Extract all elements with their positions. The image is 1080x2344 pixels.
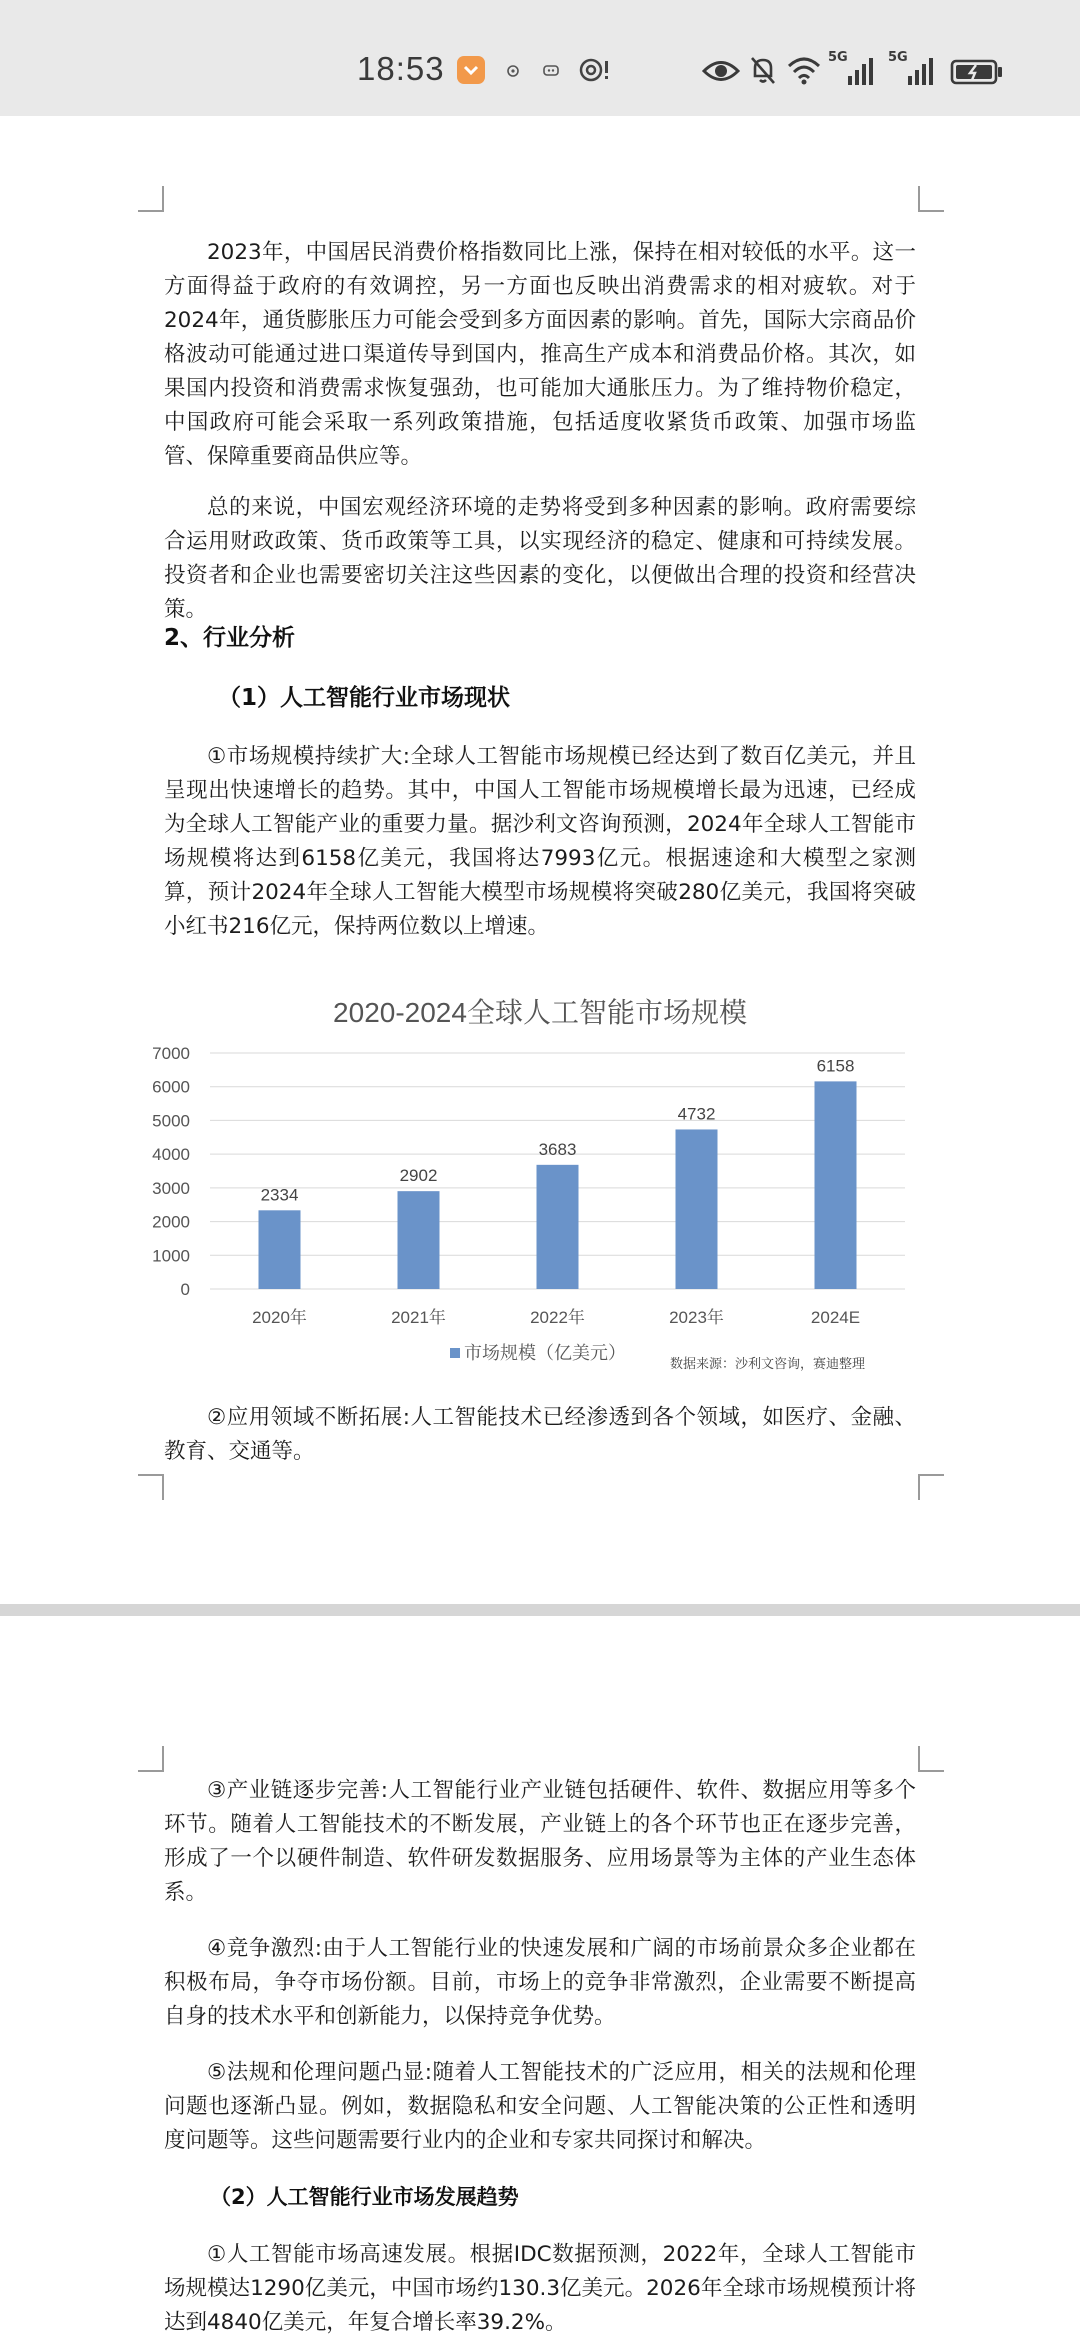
eye-icon xyxy=(702,58,740,84)
crop-mark-bottom-left xyxy=(138,1474,164,1500)
paragraph-competition: ④竞争激烈:由于人工智能行业的快速发展和广阔的市场前景众多企业都在积极布局，争夺市场份额。目前，市场上的竞争非常激烈，企业需要不断提高自身的技术水平和创新能力，以保持竞争优势。 xyxy=(164,1936,916,2029)
section-heading-industry: 2、行业分析 xyxy=(164,625,296,651)
document-page-2 xyxy=(0,1616,1080,2344)
x-tick-label: 2024E xyxy=(810,1308,861,1327)
signal-5g-icon xyxy=(826,50,882,88)
x-tick-label: 2020年 xyxy=(252,1308,307,1327)
paragraph-regulation: ⑤法规和伦理问题凸显:随着人工智能技术的广泛应用，相关的法规和伦理问题也逐渐凸显。例如，数据隐私和安全问题、人工智能决策的公正性和透明度问题等。这些问题需要行业内的企业和专家共同探讨和解决。 xyxy=(164,2060,916,2153)
signal-5g-icon-2 xyxy=(886,50,942,88)
paragraph-inflation: 2023年，中国居民消费价格指数同比上涨，保持在相对较低的水平。这一方面得益于政府的有效调控，另一方面也反映出消费需求的相对疲软。对于2024年，通货膨胀压力可能会受到多方面因素的影响。首先，国际大宗商品价格波动可能通过进口渠道传导到国内，推高生产成本和消费品价格。其次，如果国内投资和消费需求恢复强劲，也可能加大通胀压力。为了维持物价稳定，中国政府可能会采取一系列政策措施，包括适度收紧货币政策、加强市场监管、保障重要商品供应等。 xyxy=(164,240,916,469)
y-tick-label: 1000 xyxy=(152,1246,190,1266)
status-time: 18:53 xyxy=(357,50,445,87)
y-tick-label: 6000 xyxy=(152,1077,190,1097)
chart-bar xyxy=(537,1165,579,1289)
bar-value-label: 4732 xyxy=(677,1104,716,1124)
subsection-heading-trends: （2）人工智能行业市场发展趋势 xyxy=(210,2185,519,2209)
chart-bar xyxy=(815,1081,857,1289)
wifi-icon xyxy=(786,54,822,86)
chart-legend xyxy=(450,1339,626,1365)
paragraph-market-size: ①市场规模持续扩大:全球人工智能市场规模已经达到了数百亿美元，并且呈现出快速增长的趋势。其中，中国人工智能市场规模增长最为迅速，已经成为全球人工智能产业的重要力量。据沙利文咨询预测，2024年全球人工智能市场规模将达到6158亿美元，我国将达7993亿元。根据速途和大模型之家测算，预计2024年全球人工智能大模型市场规模将突破280亿美元，我国将突破小红书216亿元，保持两位数以上增速。 xyxy=(164,744,916,939)
x-tick-label: 2022年 xyxy=(530,1308,585,1327)
y-tick-label: 2000 xyxy=(152,1212,190,1232)
x-tick-label: 2023年 xyxy=(669,1308,724,1327)
small-app-icon xyxy=(505,63,521,77)
signal-5g-label-2: 5G xyxy=(888,50,908,65)
crop-mark-top-right xyxy=(918,186,944,212)
app-notification-icon xyxy=(457,56,485,84)
crop-mark-bottom-right xyxy=(918,1474,944,1500)
document-page-1 xyxy=(0,116,1080,1604)
y-tick-label: 5000 xyxy=(152,1111,190,1131)
legend-label: 市场规模（亿美元） xyxy=(464,1343,626,1363)
crop-mark-top-left-p2 xyxy=(138,1746,164,1772)
y-tick-label: 7000 xyxy=(152,1044,190,1063)
legend-swatch xyxy=(450,1348,460,1358)
market-size-chart xyxy=(150,971,930,1381)
subsection-heading-market-status: （1）人工智能行业市场现状 xyxy=(218,685,511,711)
crop-mark-top-left xyxy=(138,186,164,212)
paragraph-summary: 总的来说，中国宏观经济环境的走势将受到多种因素的影响。政府需要综合运用财政政策、货币政策等工具，以实现经济的稳定、健康和可持续发展。投资者和企业也需要密切关注这些因素的变化，以便做出合理的投资和经营决策。 xyxy=(164,495,916,622)
paragraph-market-trend: ①人工智能市场高速发展。根据IDC数据预测，2022年，全球人工智能市场规模达1290亿美元，中国市场约130.3亿美元。2026年全球市场规模预计将达到4840亿美元，年复合增长率39.2%。 xyxy=(164,2242,916,2335)
bar-value-label: 2334 xyxy=(260,1185,299,1205)
chart-bar xyxy=(398,1191,440,1289)
bar-value-label: 2902 xyxy=(399,1166,438,1186)
bar-value-label: 3683 xyxy=(538,1139,577,1159)
paragraph-industry-chain: ③产业链逐步完善:人工智能行业产业链包括硬件、软件、数据应用等多个环节。随着人工智能技术的不断发展，产业链上的各个环节也正在逐步完善，形成了一个以硬件制造、软件研发数据服务、应用场景等为主体的产业生态体系。 xyxy=(164,1778,916,1905)
chart-bar xyxy=(676,1129,718,1289)
chart-title: 2020-2024全球人工智能市场规模 xyxy=(333,997,747,1028)
gamepad-icon xyxy=(542,62,560,78)
battery-icon xyxy=(950,58,1006,86)
crop-mark-top-right-p2 xyxy=(918,1746,944,1772)
location-alert-icon xyxy=(578,56,610,86)
page-separator xyxy=(0,1604,1080,1616)
y-tick-label: 0 xyxy=(180,1280,190,1299)
signal-5g-label-1: 5G xyxy=(828,50,848,65)
y-tick-label: 3000 xyxy=(152,1178,190,1198)
status-bar xyxy=(0,0,1080,116)
y-tick-label: 4000 xyxy=(152,1145,190,1165)
bar-value-label: 6158 xyxy=(816,1056,855,1076)
chart-bar xyxy=(259,1210,301,1289)
chart-source-note: 数据来源：沙利文咨询，赛迪整理 xyxy=(670,1357,866,1372)
x-tick-label: 2021年 xyxy=(391,1308,446,1327)
chart-plot xyxy=(150,971,930,1371)
paragraph-applications: ②应用领域不断拓展:人工智能技术已经渗透到各个领域，如医疗、金融、教育、交通等。 xyxy=(164,1405,916,1464)
mute-bell-icon xyxy=(748,54,778,86)
